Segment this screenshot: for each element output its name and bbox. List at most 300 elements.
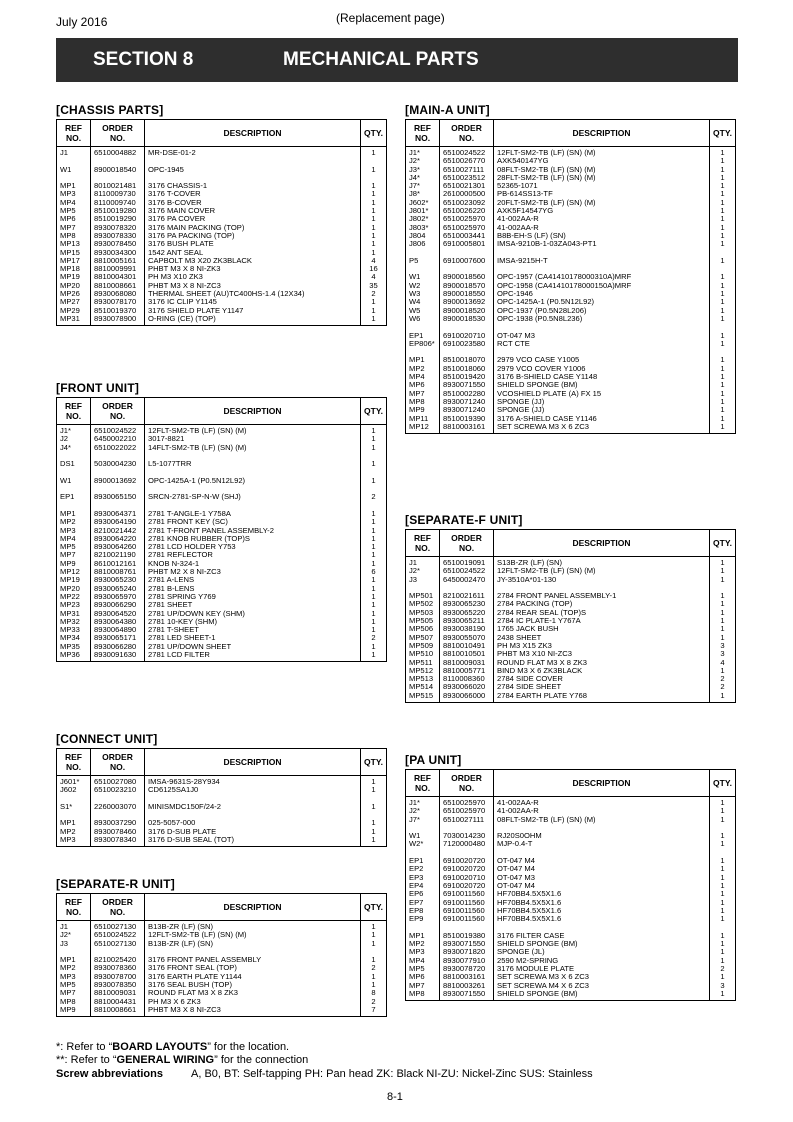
part-ref: MP506 bbox=[409, 624, 434, 634]
part-order-no: 8930071550 bbox=[443, 939, 486, 949]
parts-table bbox=[405, 119, 735, 434]
description-cell bbox=[145, 776, 361, 847]
part-ref: MP36 bbox=[60, 650, 80, 660]
part-ref: MP6 bbox=[60, 214, 76, 224]
part-qty: 1 bbox=[371, 434, 376, 444]
part-ref: DS1 bbox=[60, 459, 75, 469]
part-ref: J7* bbox=[409, 814, 420, 824]
part-qty: 1 bbox=[371, 475, 376, 485]
quantity-cell bbox=[361, 921, 387, 1017]
part-qty: 1 bbox=[720, 214, 725, 224]
description-cell bbox=[494, 557, 710, 703]
part-order-no: 6450002210 bbox=[94, 434, 137, 444]
part-description: PB-614SS13-TF bbox=[497, 189, 553, 199]
table-body-row bbox=[57, 776, 387, 847]
part-order-no: 8930064520 bbox=[94, 608, 137, 618]
part-description: 2784 SIDE COVER bbox=[497, 674, 563, 684]
part-order-no: 8810004301 bbox=[94, 272, 137, 282]
part-order-no: 8900018520 bbox=[443, 305, 486, 315]
part-order-no: 8930066280 bbox=[94, 641, 137, 651]
part-ref: MP33 bbox=[60, 625, 80, 635]
part-qty: 1 bbox=[720, 197, 725, 207]
part-description: 28FLT-SM2-TB (LF) (SN) (M) bbox=[497, 172, 596, 182]
part-order-no: 8810009991 bbox=[94, 264, 137, 274]
part-ref: J4* bbox=[60, 442, 71, 452]
part-description: 2781 T-SHEET bbox=[148, 625, 199, 635]
part-qty: 1 bbox=[371, 206, 376, 216]
part-qty: 1 bbox=[720, 607, 725, 617]
part-qty: 1 bbox=[720, 814, 725, 824]
part-order-no: 8930065211 bbox=[443, 616, 485, 626]
part-order-no: 8010021481 bbox=[94, 181, 137, 191]
part-order-no: 6910020720 bbox=[443, 864, 486, 874]
part-qty: 1 bbox=[720, 255, 725, 265]
order-column-header: ORDER NO. bbox=[440, 530, 494, 557]
part-ref: MP5 bbox=[60, 206, 76, 216]
quantity-cell bbox=[710, 147, 736, 434]
part-order-no: 8110009740 bbox=[94, 197, 136, 207]
part-ref: MP35 bbox=[60, 641, 80, 651]
part-description: SRCN-2781-SP-N-W (SHJ) bbox=[148, 492, 241, 502]
description-column-header: DESCRIPTION bbox=[145, 120, 361, 147]
part-description: OPC-1958 (CA41410178000150A)MRF bbox=[497, 280, 632, 290]
part-order-no: 8930064220 bbox=[94, 533, 137, 543]
part-order-no: 8810008761 bbox=[94, 567, 137, 577]
chassis-table bbox=[56, 119, 387, 326]
part-ref: MP510 bbox=[409, 649, 434, 659]
part-order-no: 8930078720 bbox=[443, 963, 486, 973]
part-description: 2784 IC PLATE-1 Y767A bbox=[497, 616, 581, 626]
part-qty: 1 bbox=[720, 289, 725, 299]
part-description: 2781 REFLECTOR bbox=[148, 550, 213, 560]
part-order-no: 8930071240 bbox=[443, 405, 486, 415]
part-qty: 1 bbox=[720, 839, 725, 849]
table-header-row bbox=[57, 120, 387, 147]
part-order-no: 8900018570 bbox=[443, 280, 486, 290]
part-description: 2781 UP/DOWN KEY (SHM) bbox=[148, 608, 245, 618]
part-qty: 1 bbox=[371, 558, 376, 568]
part-ref: W1 bbox=[409, 831, 421, 841]
part-ref: MP6 bbox=[409, 380, 425, 390]
part-qty: 1 bbox=[371, 818, 376, 828]
part-ref: W2 bbox=[409, 280, 421, 290]
part-description: 2781 T-FRONT PANEL ASSEMBLY-2 bbox=[148, 525, 274, 535]
part-order-no: 8930064890 bbox=[94, 625, 137, 635]
part-ref: MP17 bbox=[60, 255, 80, 265]
part-order-no: 8930091630 bbox=[94, 650, 137, 660]
part-qty: 1 bbox=[720, 272, 725, 282]
section-number: SECTION 8 bbox=[93, 49, 194, 70]
ref-column-header: REF NO. bbox=[57, 398, 91, 425]
part-qty: 1 bbox=[371, 600, 376, 610]
part-description: AXK540147YG bbox=[497, 156, 549, 166]
part-ref: MP512 bbox=[409, 665, 434, 675]
part-ref: J8* bbox=[409, 189, 420, 199]
part-description: MR-DSE-01-2 bbox=[148, 148, 196, 157]
qty-column-header: QTY. bbox=[361, 120, 387, 147]
part-order-no: 8930078450 bbox=[94, 239, 137, 249]
footnotes bbox=[56, 1041, 308, 1067]
header-date: July 2016 bbox=[56, 15, 108, 29]
block-title: [SEPARATE-R UNIT] bbox=[56, 877, 175, 891]
part-description: 2781 SPRING Y769 bbox=[148, 591, 216, 601]
part-description: 3176 FRONT SEAL (TOP) bbox=[148, 963, 237, 973]
part-qty: 1 bbox=[371, 785, 376, 795]
part-ref: EP1 bbox=[60, 492, 75, 502]
part-qty: 1 bbox=[371, 542, 376, 552]
part-qty: 1 bbox=[371, 508, 376, 518]
part-description: 2784 FRONT PANEL ASSEMBLY-1 bbox=[497, 591, 617, 601]
part-qty: 1 bbox=[720, 363, 725, 373]
part-qty: 1 bbox=[720, 164, 725, 174]
part-description: OPC-1937 (P0.5N28L206) bbox=[497, 305, 587, 315]
part-order-no: 8900018540 bbox=[94, 164, 137, 174]
part-description: HF70BB4.5X5X1.6 bbox=[497, 897, 562, 907]
part-ref: J801* bbox=[409, 206, 429, 216]
part-description: MINISMDC150F/24-2 bbox=[148, 801, 222, 811]
part-ref: W6 bbox=[409, 313, 421, 323]
part-description: OPC-1938 (P0.5N8L236) bbox=[497, 313, 583, 323]
part-order-no: 6510019091 bbox=[443, 558, 486, 567]
part-ref: J3 bbox=[409, 574, 418, 584]
part-description: HF70BB4.5X5X1.6 bbox=[497, 889, 562, 899]
part-description: ROUND FLAT M3 X 8 ZK3 bbox=[148, 988, 239, 998]
part-qty: 1 bbox=[720, 665, 725, 675]
footnote-board-layouts: *: Refer to “BOARD LAYOUTS” for the location. bbox=[56, 1041, 290, 1053]
quantity-cell bbox=[361, 776, 387, 847]
part-ref: J802* bbox=[409, 214, 429, 224]
part-qty: 2 bbox=[371, 633, 376, 643]
part-ref: MP2 bbox=[60, 517, 76, 527]
part-order-no: 8900013692 bbox=[443, 297, 486, 307]
part-description: OT-047 M4 bbox=[497, 864, 535, 874]
part-qty: 1 bbox=[720, 181, 725, 191]
part-description: HF70BB4.5X5X1.6 bbox=[497, 914, 562, 924]
part-qty: 3 bbox=[720, 980, 725, 990]
part-order-no: 8930034300 bbox=[94, 247, 137, 257]
part-ref: MP2 bbox=[60, 963, 76, 973]
part-qty: 1 bbox=[720, 239, 725, 249]
part-qty: 4 bbox=[720, 657, 725, 667]
part-ref: MP20 bbox=[60, 280, 80, 290]
part-order-no: 8110008360 bbox=[443, 674, 485, 684]
ref-column-header: REF NO. bbox=[57, 749, 91, 776]
ref-number-cell bbox=[57, 921, 91, 1017]
part-ref: MP8 bbox=[60, 996, 76, 1006]
part-ref: MP503 bbox=[409, 607, 434, 617]
part-qty: 1 bbox=[720, 396, 725, 406]
part-description: 3176 PA PACKING (TOP) bbox=[148, 230, 235, 240]
part-description: 3176 B-SHIELD CASE Y1148 bbox=[497, 372, 598, 382]
part-order-no: 6910011560 bbox=[443, 897, 485, 907]
part-qty: 1 bbox=[720, 558, 725, 567]
part-description: ROUND FLAT M3 X 8 ZK3 bbox=[497, 657, 588, 667]
description-column-header: DESCRIPTION bbox=[494, 770, 710, 797]
part-ref: J1 bbox=[60, 148, 69, 157]
part-qty: 1 bbox=[720, 297, 725, 307]
part-qty: 1 bbox=[720, 388, 725, 398]
part-qty: 4 bbox=[371, 255, 376, 265]
part-order-no: 8930064260 bbox=[94, 542, 137, 552]
table-body-row bbox=[57, 921, 387, 1017]
part-order-no: 8510018070 bbox=[443, 355, 486, 365]
ref-number-cell bbox=[57, 147, 91, 326]
part-description: RJ20S0OHM bbox=[497, 831, 542, 841]
part-description: 20FLT-SM2-TB (LF) (SN) (M) bbox=[497, 197, 596, 207]
part-ref: W1 bbox=[60, 164, 72, 174]
part-order-no: 8510019290 bbox=[94, 214, 137, 224]
order-column-header: ORDER NO. bbox=[91, 398, 145, 425]
part-order-no: 8930064190 bbox=[94, 517, 137, 527]
part-qty: 1 bbox=[720, 939, 725, 949]
part-qty: 1 bbox=[371, 777, 376, 786]
part-qty: 1 bbox=[371, 971, 376, 981]
part-qty: 3 bbox=[720, 649, 725, 659]
part-description: SHIELD SPONGE (BM) bbox=[497, 988, 578, 998]
block-title: [SEPARATE-F UNIT] bbox=[405, 513, 523, 527]
part-ref: MP3 bbox=[60, 835, 76, 845]
part-description: 2781 10-KEY (SHM) bbox=[148, 616, 218, 626]
part-order-no: 8110009730 bbox=[94, 189, 136, 199]
part-qty: 1 bbox=[720, 591, 725, 601]
part-ref: MP18 bbox=[60, 264, 80, 274]
part-ref: J2* bbox=[409, 156, 420, 166]
part-order-no: 8810008661 bbox=[94, 1004, 137, 1014]
part-qty: 1 bbox=[371, 650, 376, 660]
part-ref: J601* bbox=[60, 777, 80, 786]
main-a-unit-block bbox=[405, 103, 735, 434]
part-order-no: 8900018550 bbox=[443, 289, 486, 299]
part-order-no: 8930064380 bbox=[94, 616, 137, 626]
part-description: OPC-1425A-1 (P0.5N12L92) bbox=[497, 297, 595, 307]
part-order-no: 6510004882 bbox=[94, 148, 137, 157]
part-description: 1542 ANT SEAL bbox=[148, 247, 204, 257]
part-ref: MP2 bbox=[409, 363, 425, 373]
part-qty: 1 bbox=[371, 214, 376, 224]
part-order-no: 8810010491 bbox=[443, 640, 486, 650]
block-title: [CONNECT UNIT] bbox=[56, 732, 158, 746]
part-ref: MP5 bbox=[409, 963, 425, 973]
part-ref: J7* bbox=[409, 181, 420, 191]
part-description: 08FLT-SM2-TB (LF) (SN) (M) bbox=[497, 814, 596, 824]
part-description: KNOB N-324-1 bbox=[148, 558, 200, 568]
order-number-cell bbox=[91, 147, 145, 326]
part-order-no: 6510024522 bbox=[443, 148, 486, 157]
part-order-no: 8930071820 bbox=[443, 947, 486, 957]
connect-table bbox=[56, 748, 387, 847]
part-order-no: 8930068080 bbox=[94, 289, 137, 299]
part-order-no: 7120000480 bbox=[443, 839, 486, 849]
part-qty: 1 bbox=[720, 330, 725, 340]
part-description: O-RING (CE) (TOP) bbox=[148, 313, 216, 323]
quantity-cell bbox=[361, 425, 387, 662]
part-qty: 1 bbox=[371, 459, 376, 469]
part-qty: 1 bbox=[720, 222, 725, 232]
chassis-parts-block bbox=[56, 103, 386, 326]
part-qty: 1 bbox=[371, 525, 376, 535]
part-description: 14FLT-SM2-TB (LF) (SN) (M) bbox=[148, 442, 247, 452]
part-order-no: 8930078170 bbox=[94, 297, 137, 307]
part-ref: MP1 bbox=[60, 818, 76, 828]
part-order-no: 2260003070 bbox=[94, 801, 137, 811]
part-order-no: 8930078340 bbox=[94, 835, 137, 845]
part-order-no: 6510027111 bbox=[443, 814, 485, 824]
part-qty: 1 bbox=[720, 864, 725, 874]
part-qty: 1 bbox=[720, 798, 725, 807]
part-description: 2784 SIDE SHEET bbox=[497, 682, 562, 692]
part-qty: 1 bbox=[720, 189, 725, 199]
description-cell bbox=[494, 147, 710, 434]
part-order-no: 6910011560 bbox=[443, 914, 485, 924]
part-ref: MP511 bbox=[409, 657, 433, 667]
part-qty: 1 bbox=[371, 148, 376, 157]
part-qty: 1 bbox=[371, 955, 376, 965]
part-ref: J3 bbox=[60, 938, 69, 948]
part-description: SPONGE (JJ) bbox=[497, 405, 545, 415]
part-qty: 1 bbox=[371, 181, 376, 191]
part-order-no: 8930078330 bbox=[94, 230, 137, 240]
part-qty: 1 bbox=[720, 172, 725, 182]
ref-number-cell bbox=[406, 557, 440, 703]
part-description: IMSA-9215H-T bbox=[497, 255, 548, 265]
part-qty: 6 bbox=[371, 567, 376, 577]
separate-f-table bbox=[405, 529, 736, 703]
part-description: 52365-1071 bbox=[497, 181, 538, 191]
part-ref: MP8 bbox=[409, 396, 425, 406]
part-qty: 1 bbox=[371, 625, 376, 635]
part-qty: 1 bbox=[371, 297, 376, 307]
part-qty: 1 bbox=[371, 222, 376, 232]
table-body-row bbox=[57, 425, 387, 662]
part-ref: MP4 bbox=[60, 533, 76, 543]
part-description: IMSA-9210B-1-03ZA043-PT1 bbox=[497, 239, 597, 249]
part-order-no: 8930065970 bbox=[94, 591, 137, 601]
part-order-no: 8810005161 bbox=[94, 255, 137, 265]
part-qty: 1 bbox=[720, 156, 725, 166]
table-body-row bbox=[406, 797, 736, 1001]
part-description: 3176 PA COVER bbox=[148, 214, 206, 224]
part-order-no: 6510026220 bbox=[443, 206, 486, 216]
part-qty: 1 bbox=[371, 426, 376, 435]
pa-table bbox=[405, 769, 736, 1001]
part-ref: MP9 bbox=[60, 558, 76, 568]
part-qty: 1 bbox=[720, 405, 725, 415]
part-ref: J803* bbox=[409, 222, 429, 232]
description-cell bbox=[145, 921, 361, 1017]
part-description: HF70BB4.5X5X1.6 bbox=[497, 905, 562, 915]
part-qty: 1 bbox=[720, 305, 725, 315]
part-qty: 35 bbox=[369, 280, 378, 290]
table-header-row bbox=[57, 894, 387, 921]
part-qty: 1 bbox=[720, 616, 725, 626]
part-ref: MP4 bbox=[409, 372, 425, 382]
part-qty: 2 bbox=[720, 963, 725, 973]
part-ref: J2* bbox=[409, 566, 420, 576]
part-order-no: 8510019380 bbox=[443, 930, 486, 940]
part-ref: MP7 bbox=[409, 388, 425, 398]
description-cell bbox=[494, 797, 710, 1001]
part-qty: 1 bbox=[371, 197, 376, 207]
quantity-cell bbox=[361, 147, 387, 326]
part-description: 41-002AA-R bbox=[497, 798, 539, 807]
table-header-row bbox=[406, 120, 736, 147]
part-description: S13B-ZR (LF) (SN) bbox=[497, 558, 562, 567]
part-order-no: 6910020720 bbox=[443, 856, 486, 866]
part-ref: MP27 bbox=[60, 297, 80, 307]
part-order-no: 8930055070 bbox=[443, 632, 486, 642]
description-cell bbox=[145, 425, 361, 662]
part-ref: MP1 bbox=[409, 355, 425, 365]
part-order-no: 8510019370 bbox=[94, 305, 137, 315]
part-qty: 1 bbox=[720, 947, 725, 957]
part-ref: MP29 bbox=[60, 305, 80, 315]
part-ref: MP3 bbox=[60, 189, 76, 199]
part-ref: MP13 bbox=[60, 239, 80, 249]
part-order-no: 8810004431 bbox=[94, 996, 137, 1006]
part-qty: 1 bbox=[371, 575, 376, 585]
part-ref: P5 bbox=[409, 255, 419, 265]
part-qty: 1 bbox=[720, 889, 725, 899]
qty-column-header: QTY. bbox=[710, 530, 736, 557]
part-ref: EP4 bbox=[409, 880, 424, 890]
part-description: 3176 D-SUB PLATE bbox=[148, 826, 217, 836]
part-order-no: 8930065171 bbox=[94, 633, 137, 643]
part-description: 3176 MAIN COVER bbox=[148, 206, 216, 216]
part-description: 2781 T-ANGLE-1 Y758A bbox=[148, 508, 231, 518]
part-description: B13B-ZR (LF) (SN) bbox=[148, 938, 213, 948]
part-description: MJP-0.4-T bbox=[497, 839, 533, 849]
part-ref: MP505 bbox=[409, 616, 434, 626]
part-order-no: 6510025970 bbox=[443, 214, 486, 224]
part-description: 3176 B-COVER bbox=[148, 197, 202, 207]
part-order-no: 8930065220 bbox=[443, 607, 486, 617]
part-ref: J2* bbox=[60, 930, 71, 940]
section-title: MECHANICAL PARTS bbox=[283, 49, 479, 70]
part-order-no: 6510023092 bbox=[443, 197, 486, 207]
part-order-no: 8510019280 bbox=[94, 206, 137, 216]
part-qty: 1 bbox=[720, 355, 725, 365]
part-qty: 1 bbox=[720, 905, 725, 915]
part-description: 3176 EARTH PLATE Y1144 bbox=[148, 971, 242, 981]
part-qty: 1 bbox=[720, 690, 725, 700]
part-ref: MP514 bbox=[409, 682, 434, 692]
part-order-no: 8900013692 bbox=[94, 475, 137, 485]
part-qty: 1 bbox=[720, 574, 725, 584]
part-qty: 7 bbox=[371, 1004, 376, 1014]
part-qty: 16 bbox=[369, 264, 378, 274]
part-ref: MP3 bbox=[60, 971, 76, 981]
part-ref: EP1 bbox=[409, 330, 424, 340]
part-ref: EP8 bbox=[409, 905, 424, 915]
part-order-no: 6510003441 bbox=[443, 230, 486, 240]
part-qty: 1 bbox=[371, 583, 376, 593]
part-qty: 1 bbox=[720, 806, 725, 816]
qty-column-header: QTY. bbox=[361, 398, 387, 425]
part-ref: MP2 bbox=[60, 826, 76, 836]
part-order-no: 6910020710 bbox=[443, 872, 486, 882]
part-order-no: 8930071550 bbox=[443, 380, 486, 390]
connect-unit-block bbox=[56, 732, 386, 847]
parts-table bbox=[405, 769, 735, 1001]
part-order-no: 8930065230 bbox=[443, 599, 486, 609]
part-ref: MP3 bbox=[60, 525, 76, 535]
part-description: 41-002AA-R bbox=[497, 806, 539, 816]
part-order-no: 8210021190 bbox=[94, 550, 136, 560]
part-qty: 1 bbox=[720, 313, 725, 323]
part-order-no: 6910005801 bbox=[443, 239, 486, 249]
front-unit-block bbox=[56, 381, 386, 662]
part-ref: EP7 bbox=[409, 897, 424, 907]
